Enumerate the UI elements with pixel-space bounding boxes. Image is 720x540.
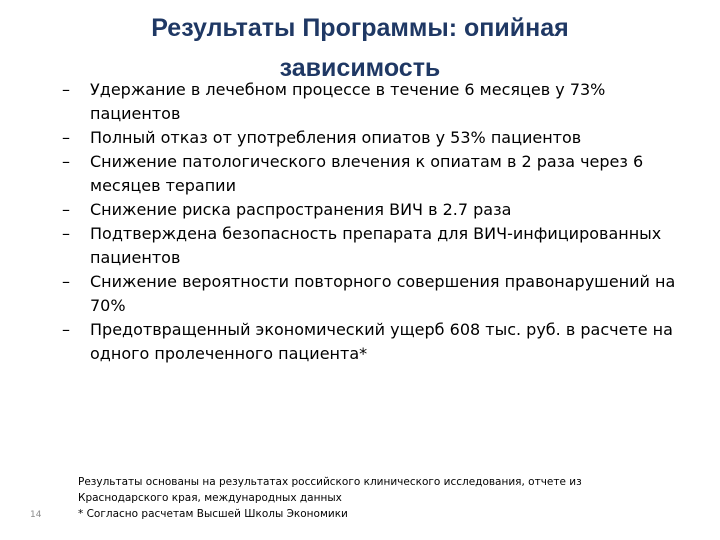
dash-icon: –	[62, 128, 70, 147]
results-bullet-list	[62, 78, 682, 366]
dash-icon: –	[62, 80, 70, 99]
slide-title-line-1: Результаты Программы: опийная	[151, 14, 569, 42]
footnote-line: * Согласно расчетам Высшей Школы Экономики	[78, 508, 348, 520]
page-number: 14	[30, 510, 42, 520]
slide-title-line-2: зависимость	[279, 54, 441, 82]
dash-icon: –	[62, 152, 70, 171]
bullet-text: Подтверждена безопасность препарата для ВИЧ-инфицированных пациентов	[90, 224, 662, 267]
dash-icon: –	[62, 224, 70, 243]
bullet-item	[62, 126, 682, 150]
bullet-item	[62, 270, 682, 318]
bullet-item	[62, 198, 682, 222]
dash-icon: –	[62, 320, 70, 339]
footnotes	[78, 474, 678, 522]
bullet-item	[62, 222, 682, 270]
bullet-text: Снижение риска распространения ВИЧ в 2.7 раза	[90, 200, 512, 219]
slide-title	[40, 8, 680, 88]
bullet-text: Полный отказ от употребления опиатов у 53% пациентов	[90, 128, 582, 147]
footnote-line: Краснодарского края, международных данных	[78, 492, 342, 504]
bullet-text: Удержание в лечебном процессе в течение 6 месяцев у 73% пациентов	[90, 80, 606, 123]
bullet-item	[62, 318, 682, 366]
bullet-text: Снижение вероятности повторного совершения правонарушений на 70%	[90, 272, 676, 315]
bullet-text: Снижение патологического влечения к опиатам в 2 раза через 6 месяцев терапии	[90, 152, 644, 195]
bullet-item	[62, 150, 682, 198]
dash-icon: –	[62, 200, 70, 219]
bullet-text: Предотвращенный экономический ущерб 608 тыс. руб. в расчете на одного пролеченного пациента*	[90, 320, 673, 363]
dash-icon: –	[62, 272, 70, 291]
bullet-item	[62, 78, 682, 126]
footnote-line: Результаты основаны на результатах российского клинического исследования, отчете из	[78, 476, 582, 488]
